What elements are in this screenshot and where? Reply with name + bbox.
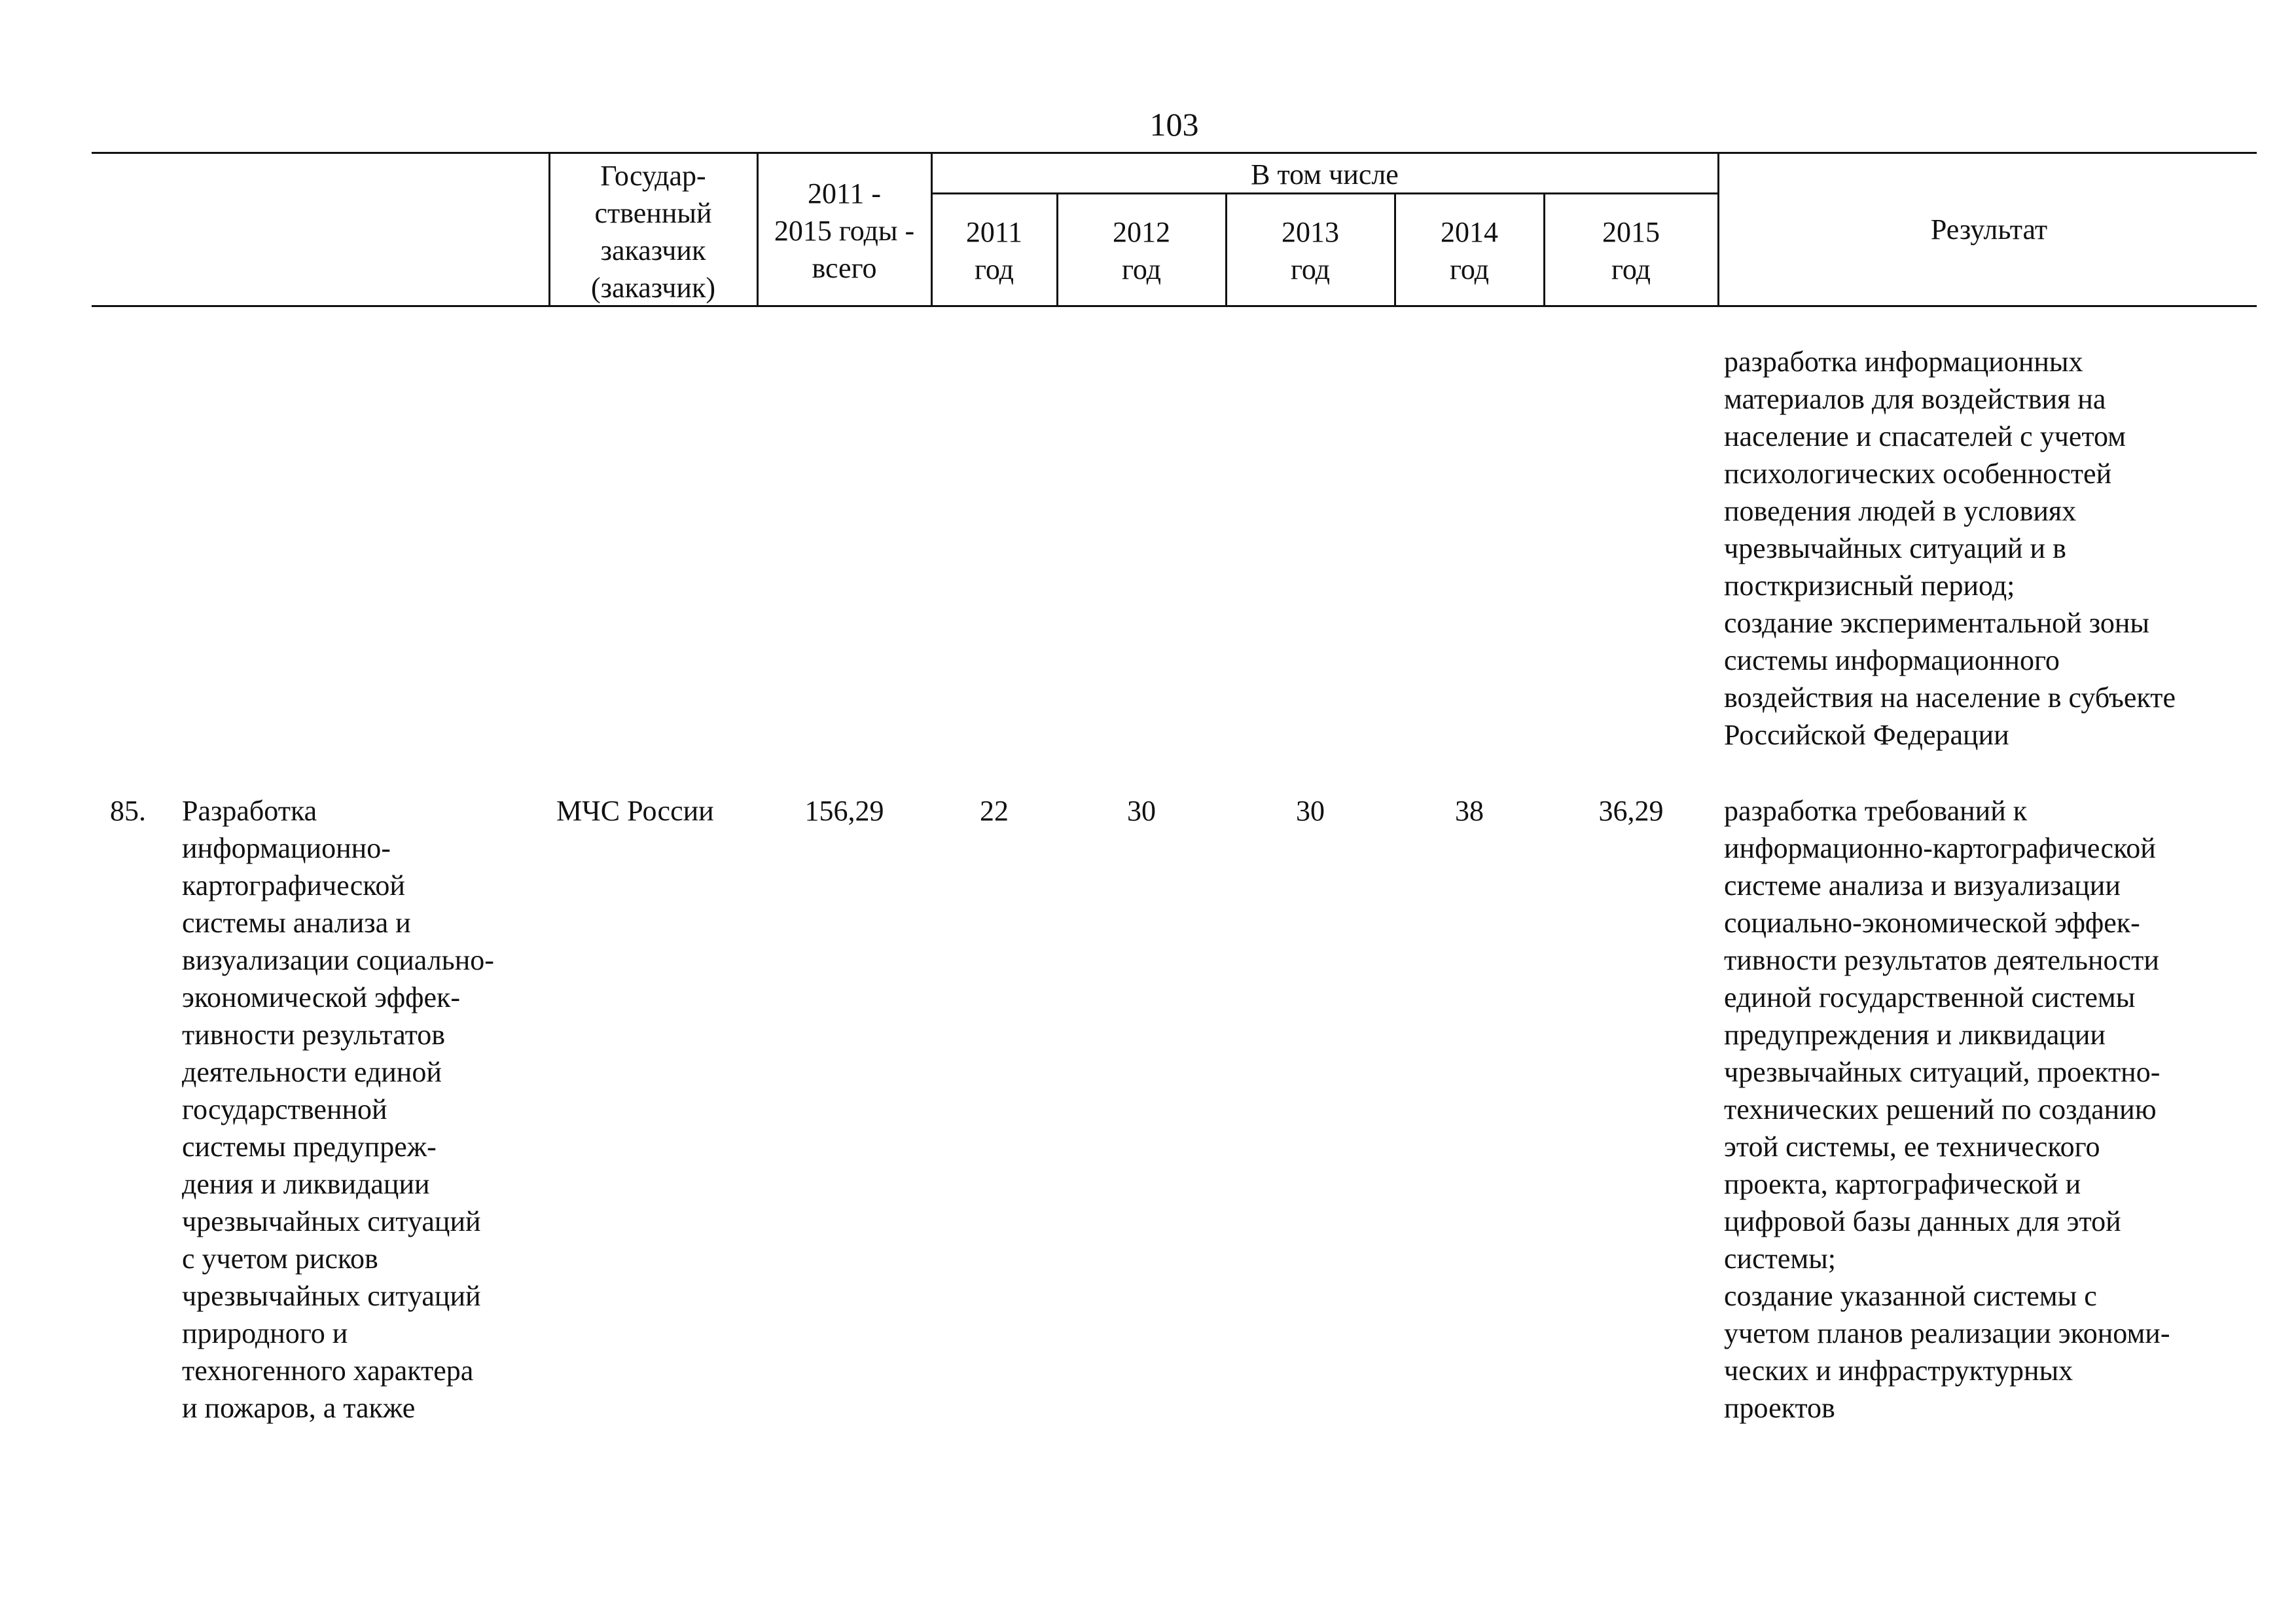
row-result: разработка требований к информационно-картографической системе анализа и визуализации социально-экономической эффек- тивности результатов деятельности единой государственной системы предупреждения и ликвидации чрезвычайных ситуаций, проектно- технических решений по созданию этой системы, ее технического проекта, картографической и цифровой базы данных для этой системы; создание указанной системы с учетом планов реализации экономи- ческих и инфраструктурных проектов xyxy=(1724,795,2170,1424)
header-bottom-border xyxy=(92,305,2257,307)
header-year-2013: 2013 год xyxy=(1282,216,1339,285)
table-top-border xyxy=(92,152,2257,154)
header-result: Результат xyxy=(1930,213,2048,246)
header-year-2014: 2014 год xyxy=(1441,216,1498,285)
page-number: 103 xyxy=(1149,106,1199,143)
header-customer: Государ- ственный заказчик (заказчик) xyxy=(590,160,715,304)
row-value-2011: 22 xyxy=(980,795,1009,827)
header-divider xyxy=(931,152,933,307)
header-year-2015: 2015 год xyxy=(1602,216,1660,285)
header-divider xyxy=(1225,192,1227,307)
header-year-2012: 2012 год xyxy=(1113,216,1170,285)
row-value-2013: 30 xyxy=(1296,795,1325,827)
header-divider xyxy=(757,152,759,307)
header-divider xyxy=(1056,192,1058,307)
continuation-result: разработка информационных материалов для воздействия на население и спасателей с учетом психологических особенностей поведения людей в условиях чрезвычайных ситуаций и в посткризисный период; создание экспериментальной зоны системы информационного воздействия на население в субъекте Российской Федерации xyxy=(1724,346,2176,751)
row-value-2015: 36,29 xyxy=(1598,795,1664,827)
header-divider xyxy=(1394,192,1396,307)
row-value-2012: 30 xyxy=(1127,795,1156,827)
row-name: Разработка информационно- картографической системы анализа и визуализации социально- экономической эффек- тивности результатов деятельности единой государственной системы предупреж- дения и ликвидации чрезвычайных ситуаций с учетом рисков чрезвычайных ситуаций природного и техногенного характера и пожаров, а также xyxy=(182,795,494,1424)
row-value-2014: 38 xyxy=(1455,795,1484,827)
header-divider xyxy=(548,152,550,307)
row-total: 156,29 xyxy=(804,795,884,827)
row-number: 85. xyxy=(110,795,146,827)
header-divider xyxy=(1717,152,1719,307)
row-customer: МЧС России xyxy=(556,795,714,827)
header-including: В том числе xyxy=(1251,158,1399,191)
header-total: 2011 - 2015 годы - всего xyxy=(774,177,915,284)
header-year-2011: 2011 год xyxy=(965,216,1023,285)
header-divider xyxy=(1543,192,1545,307)
